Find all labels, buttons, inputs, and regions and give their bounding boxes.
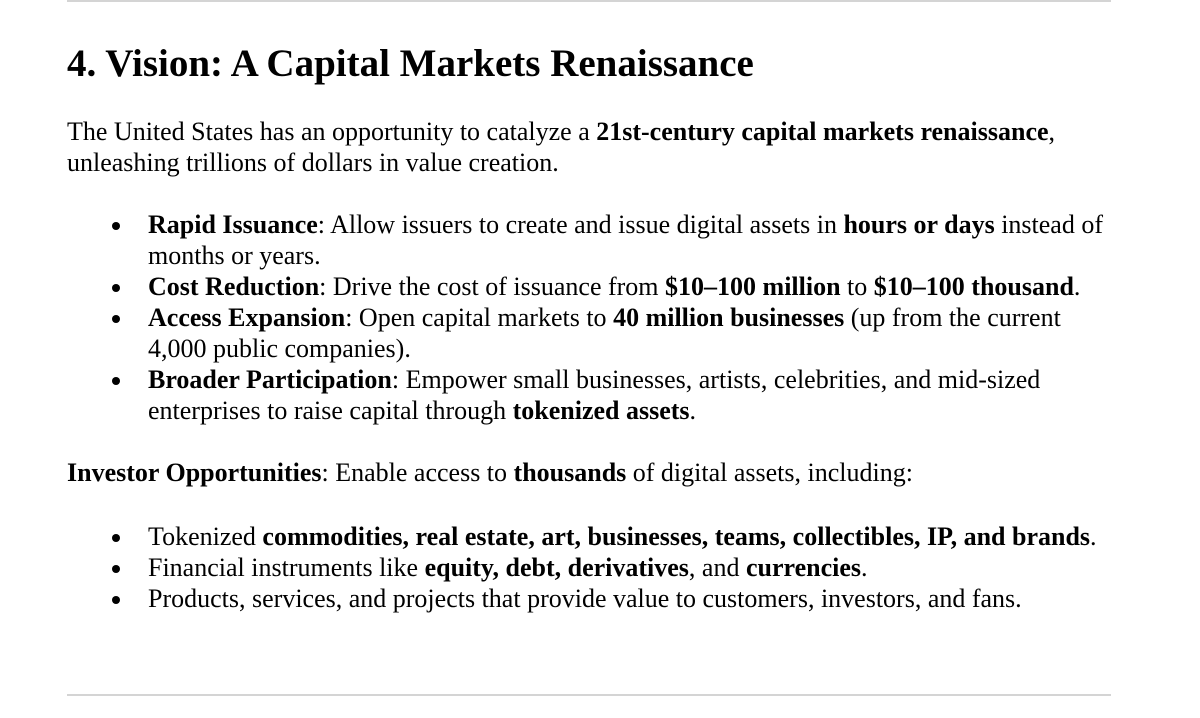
intro-bold-1: 21st-century capital markets renaissance <box>596 117 1049 146</box>
bullet-emphasis: equity, debt, derivatives <box>424 553 689 582</box>
bullet-tokenized <box>67 521 1117 552</box>
investor-text-1: : Enable access to <box>321 458 514 487</box>
bullet-term: Access Expansion <box>148 303 346 332</box>
bullet-text: . <box>1090 522 1097 551</box>
section-heading: 4. Vision: A Capital Markets Renaissance <box>67 42 754 85</box>
bullet-text: : Open capital markets to <box>345 303 614 332</box>
bullet-term: Broader Participation <box>148 365 392 394</box>
investor-text-2: of digital assets, including: <box>626 458 913 487</box>
vision-bullet-list <box>67 209 1117 426</box>
bullet-products-services <box>67 583 1117 614</box>
bullet-term: Cost Reduction <box>148 272 320 301</box>
investor-bullet-list <box>67 521 1117 614</box>
bullet-emphasis: hours or days <box>843 210 995 239</box>
bullet-text: , and <box>688 553 746 582</box>
bullet-dot-icon <box>112 534 120 542</box>
bullet-emphasis: $10–100 million <box>665 272 841 301</box>
bullet-dot-icon <box>112 565 120 573</box>
intro-text-1: The United States has an opportunity to catalyze a <box>67 117 597 146</box>
bullet-dot-icon <box>112 377 120 385</box>
bullet-broader-participation <box>67 364 1117 426</box>
bullet-term: Rapid Issuance <box>148 210 318 239</box>
bullet-dot-icon <box>112 315 120 323</box>
bullet-cost-reduction <box>67 271 1117 302</box>
bullet-text: : Drive the cost of issuance from <box>319 272 666 301</box>
bullet-text: : Empower small businesses, artists, celebrities, and mid-sized enterprises to raise capital through <box>148 365 1041 425</box>
bullet-text: . <box>861 553 868 582</box>
bullet-emphasis: tokenized assets <box>512 396 690 425</box>
bullet-text: Products, services, and projects that provide value to customers, investors, and fans. <box>148 584 1022 613</box>
document-section <box>67 39 1117 614</box>
bottom-divider <box>67 694 1111 696</box>
bullet-financial-instruments <box>67 552 1117 583</box>
bullet-dot-icon <box>112 596 120 604</box>
bullet-text: : Allow issuers to create and issue digital assets in <box>317 210 844 239</box>
intro-paragraph <box>67 116 1117 178</box>
bullet-emphasis: commodities, real estate, art, businesses, teams, collectibles, IP, and brands <box>262 522 1091 551</box>
bullet-text: instead of months or years. <box>148 210 1104 270</box>
bullet-text: . <box>689 396 697 425</box>
intro-text-2: , unleashing trillions of dollars in value creation. <box>67 117 1056 177</box>
bullet-text: Financial instruments like <box>148 553 425 582</box>
bullet-text: to <box>840 272 874 301</box>
bullet-emphasis: $10–100 thousand <box>873 272 1074 301</box>
top-divider <box>67 0 1111 2</box>
investor-emphasis: thousands <box>513 458 627 487</box>
investor-paragraph <box>67 457 1117 488</box>
bullet-text: Tokenized <box>148 522 263 551</box>
bullet-text: (up from the current 4,000 public companies). <box>148 303 1061 363</box>
bullet-text: . <box>1073 272 1081 301</box>
bullet-emphasis: currencies <box>745 553 862 582</box>
bullet-dot-icon <box>112 284 120 292</box>
bullet-emphasis: 40 million businesses <box>613 303 845 332</box>
bullet-dot-icon <box>112 222 120 230</box>
bullet-access-expansion <box>67 302 1117 364</box>
bullet-rapid-issuance <box>67 209 1117 271</box>
investor-term: Investor Opportunities <box>67 458 322 487</box>
